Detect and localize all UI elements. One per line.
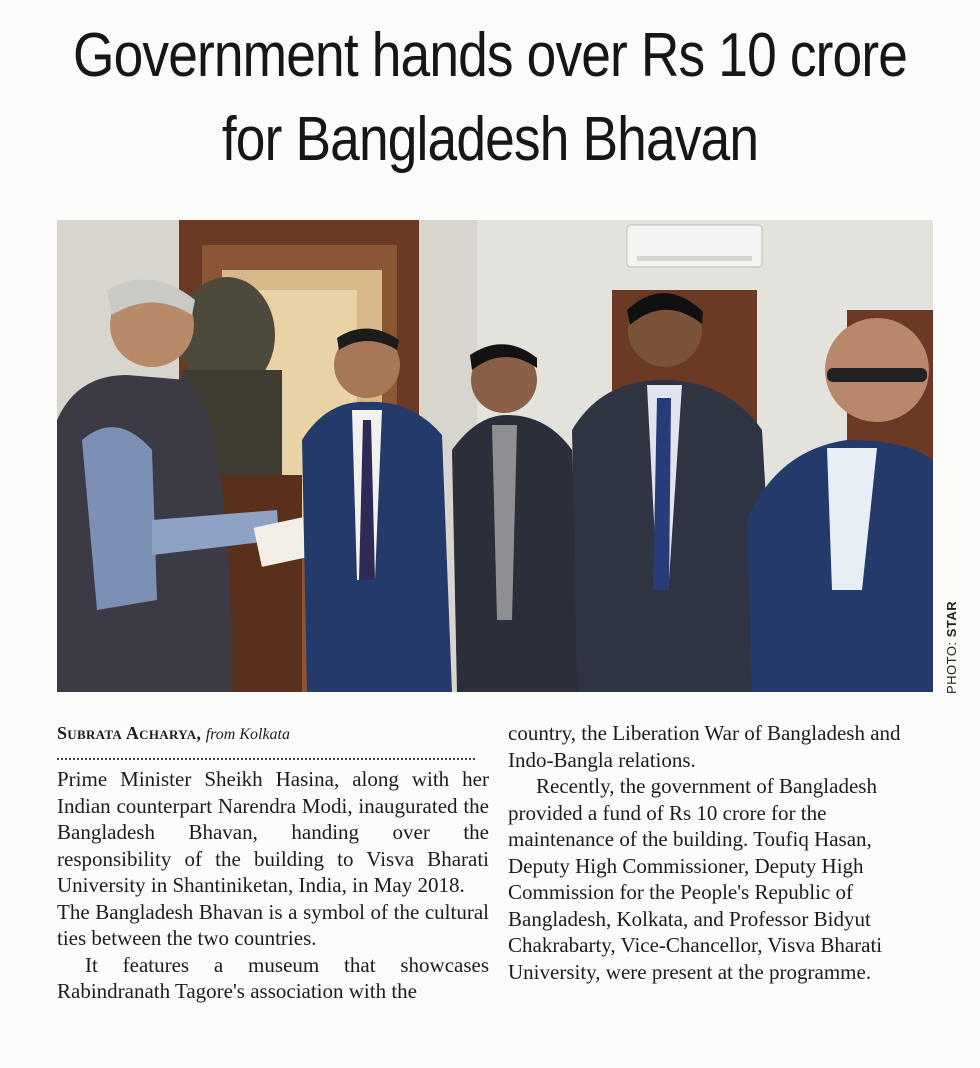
article-column-1 <box>57 720 489 1005</box>
photo-credit-source: STAR <box>944 600 959 638</box>
headline-line-2: for Bangladesh Bhavan <box>221 105 759 174</box>
byline-divider <box>57 748 475 760</box>
article-column-2 <box>508 720 928 985</box>
paragraph-3-continued: country, the Liberation War of Bangladesh and Indo-Bangla relations. <box>508 721 901 772</box>
news-photo-illustration <box>57 220 933 692</box>
paragraph-3: It features a museum that showcases Rabindranath Tagore's association with the <box>57 952 489 1003</box>
paragraph-4: Recently, the government of Bangladesh provided a fund of Rs 10 crore for the maintenance of the building. Toufiq Hasan, Deputy High Commissioner, Deputy High Commission for the People's Republic of Bangladesh, Kolkata, and Professor Bidyut Chakrabarty, Vice-Chancellor, Visva Bharati University, were present at the programme. <box>508 774 883 984</box>
byline <box>57 720 489 746</box>
paragraph-2: The Bangladesh Bhavan is a symbol of the cultural ties between the two countries. <box>57 899 489 950</box>
photo-credit <box>944 601 959 694</box>
headline <box>69 14 912 182</box>
byline-location: from Kolkata <box>205 726 290 743</box>
byline-name: Subrata Acharya, <box>57 723 202 743</box>
headline-line-1: Government hands over Rs 10 crore <box>72 21 908 90</box>
paragraph-1: Prime Minister Sheikh Hasina, along with her Indian counterpart Narendra Modi, inaugurated the Bangladesh Bhavan, handing over the responsibility of the building to Visva Bharati University in Shantiniketan, India, in May 2018. <box>57 767 489 897</box>
photo-credit-label: PHOTO: <box>944 641 959 694</box>
news-photo <box>57 220 933 692</box>
